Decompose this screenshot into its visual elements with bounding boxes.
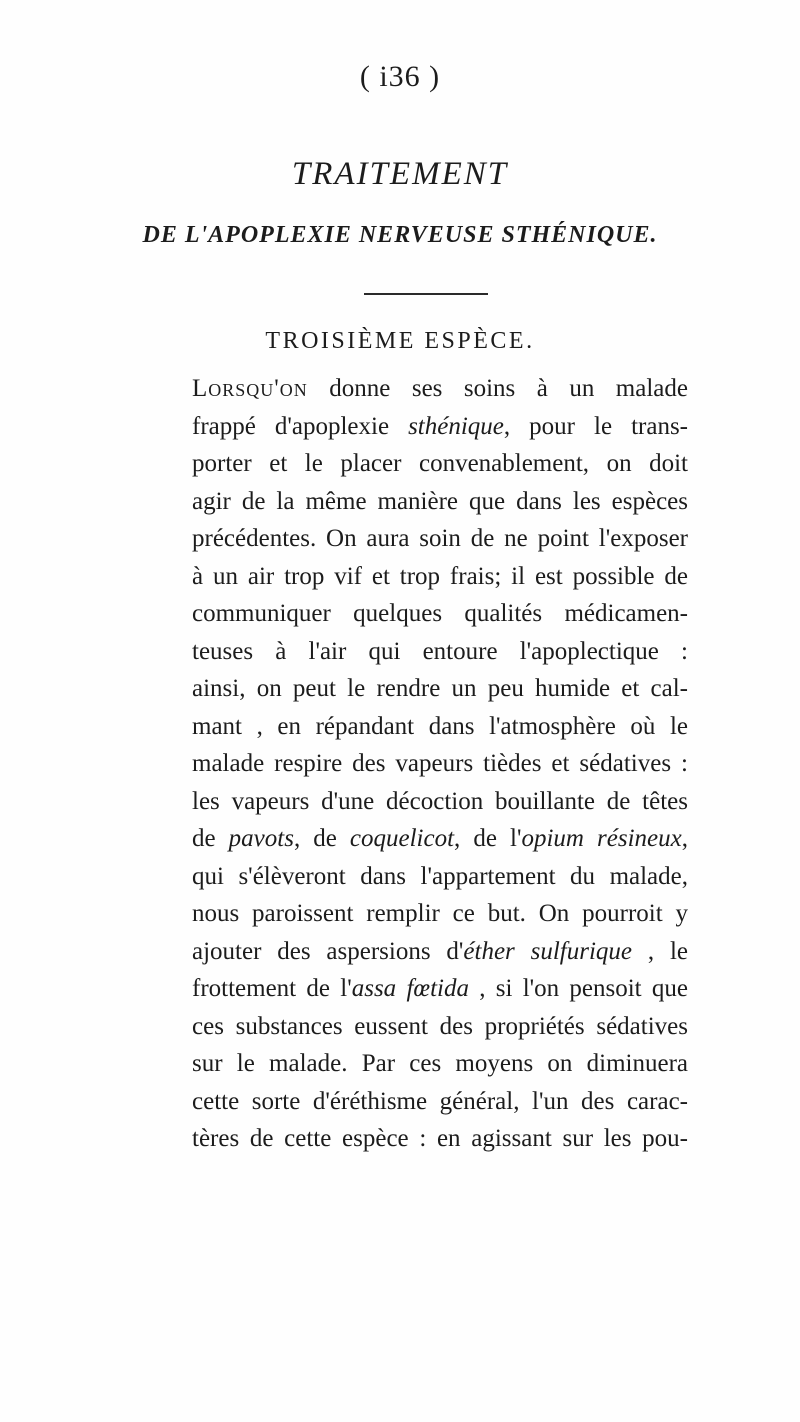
- text-line: [192, 1008, 688, 1046]
- italic-term: éther sulfurique: [463, 937, 633, 965]
- text-segment: Lorsqu'on: [192, 375, 308, 402]
- text-line: [192, 1045, 688, 1083]
- text-segment: qui s'élèveront dans l'appartement du malade,: [192, 862, 688, 890]
- text-segment: frappé d'apoplexie: [192, 412, 409, 440]
- text-segment: ajouter des aspersions d': [192, 937, 464, 965]
- section-heading: TROISIÈME ESPÈCE.: [265, 328, 535, 354]
- italic-term: pavots: [228, 825, 294, 852]
- text-segment: ,: [681, 825, 688, 852]
- separator-rule: [364, 293, 488, 295]
- text-line: [192, 1083, 688, 1121]
- text-line: [192, 745, 688, 783]
- text-line: [192, 820, 688, 858]
- chapter-subtitle: DE L'APOPLEXIE NERVEUSE STHÉNIQUE.: [142, 222, 658, 248]
- italic-term: sthénique: [408, 412, 504, 440]
- text-segment: teuses à l'air qui entoure l'apoplectique :: [192, 637, 688, 665]
- text-segment: , de: [293, 825, 350, 852]
- text-line: [192, 933, 688, 971]
- text-line: [192, 520, 688, 558]
- text-segment: cette sorte d'éréthisme général, l'un des carac-: [192, 1087, 688, 1115]
- text-segment: nous paroissent remplir ce but. On pourroit y: [192, 900, 688, 927]
- italic-term: assa fœtida: [351, 975, 469, 1002]
- text-line: [192, 595, 688, 633]
- text-segment: ainsi, on peut le rendre un peu humide et cal-: [192, 675, 688, 702]
- text-segment: donne ses soins à un malade: [307, 375, 688, 402]
- text-segment: porter et le placer convenablement, on doit: [192, 450, 688, 477]
- text-segment: agir de la même manière que dans les espèces: [192, 487, 688, 515]
- text-segment: ces substances eussent des propriétés sédatives: [192, 1012, 688, 1040]
- text-line: [192, 895, 688, 933]
- text-segment: sur le malade. Par ces moyens on diminuera: [192, 1050, 688, 1077]
- text-line: [192, 558, 688, 596]
- text-line: [192, 858, 688, 896]
- text-segment: tères de cette espèce : en agissant sur les pou-: [192, 1125, 688, 1152]
- text-segment: , le: [632, 937, 689, 965]
- text-segment: à un air trop vif et trop frais; il est possible de: [192, 562, 688, 590]
- text-segment: communiquer quelques qualités médicamen-: [192, 600, 688, 627]
- text-segment: , de l': [454, 825, 522, 852]
- text-line: [192, 708, 688, 746]
- text-segment: les vapeurs d'une décoction bouillante de têtes: [192, 787, 688, 815]
- italic-term: opium résineux: [521, 825, 682, 852]
- text-line: [192, 408, 688, 446]
- text-segment: frottement de l': [192, 975, 352, 1002]
- text-segment: mant , en répandant dans l'atmosphère où le: [192, 712, 688, 740]
- text-line: [192, 1120, 688, 1158]
- text-line: [192, 483, 688, 521]
- text-segment: de: [192, 825, 229, 852]
- text-segment: malade respire des vapeurs tièdes et sédatives :: [192, 750, 688, 777]
- italic-term: coquelicot: [349, 825, 455, 852]
- page-number: ( i36 ): [359, 60, 441, 93]
- text-segment: précédentes. On aura soin de ne point l'exposer: [192, 525, 688, 552]
- text-line: [192, 445, 688, 483]
- text-segment: , si l'on pensoit que: [468, 975, 688, 1002]
- body-paragraph: [192, 370, 688, 1158]
- text-line: [192, 633, 688, 671]
- chapter-title: TRAITEMENT: [291, 156, 509, 192]
- text-segment: , pour le trans-: [503, 412, 689, 440]
- text-line: [192, 970, 688, 1008]
- text-line: [192, 670, 688, 708]
- text-line: [192, 783, 688, 821]
- text-line: [192, 370, 688, 408]
